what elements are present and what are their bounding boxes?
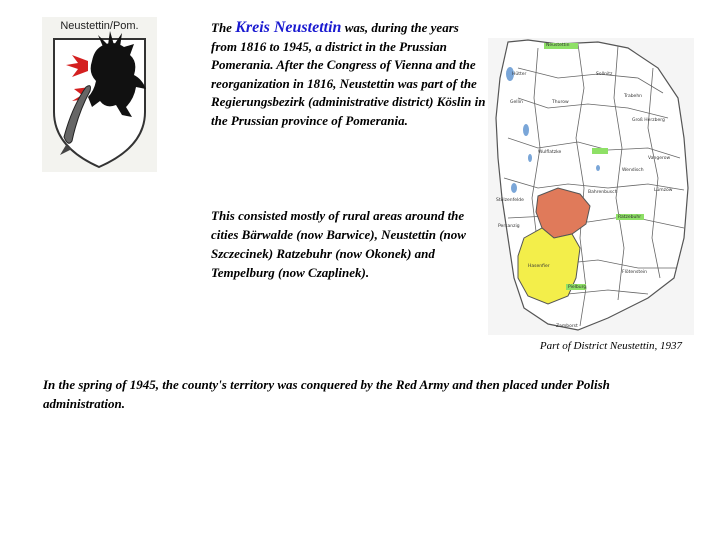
map-label: Trabehn — [624, 94, 643, 99]
district-map-icon — [488, 38, 694, 335]
closing-paragraph: In the spring of 1945, the county's territory was conquered by the Red Army and then placed under Polish administration. — [43, 377, 610, 411]
map-label: Persanzig — [498, 224, 520, 229]
crest-title: Neustettin/Pom. — [60, 20, 139, 32]
district-map — [488, 38, 694, 335]
map-label: Wendisch — [622, 168, 644, 173]
coat-of-arms — [42, 17, 157, 172]
map-label: Flötenstein — [622, 270, 647, 275]
map-caption: Part of District Neustettin, 1937 — [539, 340, 682, 352]
map-label-neustettin: Neustettin — [546, 43, 570, 48]
map-label: Wulflatzke — [538, 150, 562, 155]
map-label: Gellin — [510, 100, 523, 105]
map-label: Sollnitz — [596, 72, 613, 77]
map-label: Pielburg — [568, 285, 587, 290]
intro-text: was, during the years from 1816 to 1945, a district in the Prussian Pomerania. After the Congress of Vienna and the reorganization in 1816, Neustettin was part of the Regierungsbezirk (administrative district) Köslin in the Prussian province of Pomerania. — [211, 20, 486, 128]
intro-paragraph — [211, 19, 486, 130]
map-label: Stölzenfelde — [496, 198, 524, 203]
map-label: Lümzow — [654, 188, 673, 193]
map-label: Thurow — [552, 100, 569, 105]
map-label: Vangerow — [648, 156, 671, 161]
intro-the: The — [211, 20, 236, 35]
map-label: Bahrenbusch — [588, 190, 618, 195]
map-label: Zamborst — [556, 324, 578, 329]
map-label: Groß Herzberg — [632, 118, 665, 123]
consisted-paragraph: This consisted mostly of rural areas around the cities Bärwalde (now Barwice), Neustettin (now Szczecinek) Ratzebuhr (now Okonek) and Tempelburg (now Czaplinek). — [211, 208, 466, 280]
kreis-name: Kreis Neustettin — [235, 19, 342, 36]
map-label: Hasenfier — [528, 264, 550, 269]
map-label-ratzebuhr: Ratzebuhr — [618, 215, 642, 220]
griffin-crest-icon — [42, 17, 157, 172]
map-label: Hütter — [512, 72, 527, 77]
